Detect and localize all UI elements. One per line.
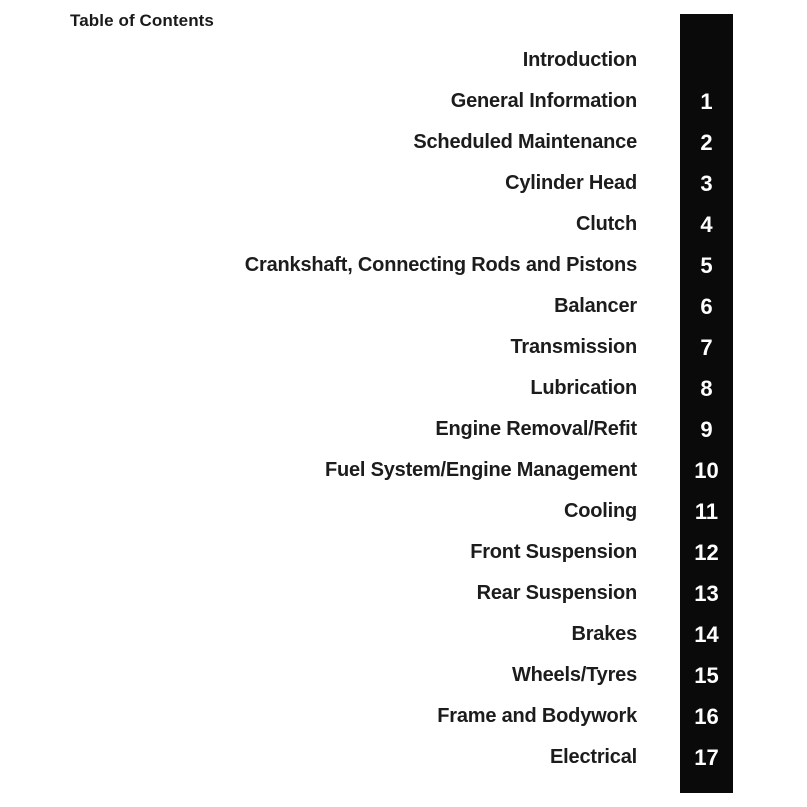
- chapter-title: Balancer: [554, 295, 637, 317]
- toc-row: [0, 450, 807, 491]
- toc-row: [0, 40, 807, 81]
- chapter-number: 4: [700, 211, 713, 237]
- chapter-title: Cylinder Head: [505, 172, 637, 194]
- chapter-title: General Information: [450, 90, 637, 112]
- chapter-title: Cooling: [563, 500, 637, 522]
- chapter-title: Wheels/Tyres: [511, 664, 637, 686]
- toc-row: [0, 737, 807, 778]
- toc-row: [0, 655, 807, 696]
- chapter-number: 1: [700, 88, 713, 114]
- toc-row: [0, 532, 807, 573]
- chapter-number: 16: [694, 703, 719, 729]
- chapter-title: Electrical: [550, 746, 637, 768]
- chapter-title: Frame and Bodywork: [437, 705, 637, 727]
- chapter-number: 13: [694, 580, 719, 606]
- toc-row: [0, 491, 807, 532]
- toc-row: [0, 573, 807, 614]
- chapter-number: 11: [694, 498, 719, 524]
- chapter-title: Crankshaft, Connecting Rods and Pistons: [244, 254, 637, 276]
- chapter-number: 5: [700, 252, 713, 278]
- chapter-title: Engine Removal/Refit: [435, 418, 637, 440]
- toc-row: [0, 327, 807, 368]
- toc-row: [0, 122, 807, 163]
- chapter-title: Rear Suspension: [476, 582, 637, 604]
- toc-row: [0, 81, 807, 122]
- chapter-number: 8: [700, 375, 713, 401]
- chapter-title: Fuel System/Engine Management: [324, 459, 637, 481]
- chapter-number: 6: [700, 293, 713, 319]
- chapter-title: Clutch: [575, 213, 637, 235]
- toc-rows: [0, 40, 807, 778]
- page-title: Table of Contents: [70, 11, 214, 30]
- chapter-title: Introduction: [522, 49, 637, 71]
- chapter-title: Brakes: [571, 623, 637, 645]
- chapter-number: 3: [700, 170, 713, 196]
- chapter-title: Lubrication: [530, 377, 637, 399]
- toc-row: [0, 696, 807, 737]
- chapter-number: 14: [694, 621, 719, 647]
- chapter-number: 12: [694, 539, 719, 565]
- chapter-number: 15: [694, 662, 719, 688]
- chapter-title: Transmission: [510, 336, 637, 358]
- toc-row: [0, 286, 807, 327]
- chapter-number: 17: [694, 744, 719, 770]
- chapter-title: Scheduled Maintenance: [413, 131, 637, 153]
- toc-row: [0, 409, 807, 450]
- chapter-number: 9: [700, 416, 713, 442]
- toc-row: [0, 368, 807, 409]
- chapter-number: 10: [694, 457, 719, 483]
- chapter-title: Front Suspension: [470, 541, 637, 563]
- chapter-number: 2: [700, 129, 713, 155]
- toc-row: [0, 245, 807, 286]
- chapter-number: 7: [700, 334, 713, 360]
- toc-row: [0, 163, 807, 204]
- toc-row: [0, 204, 807, 245]
- toc-row: [0, 614, 807, 655]
